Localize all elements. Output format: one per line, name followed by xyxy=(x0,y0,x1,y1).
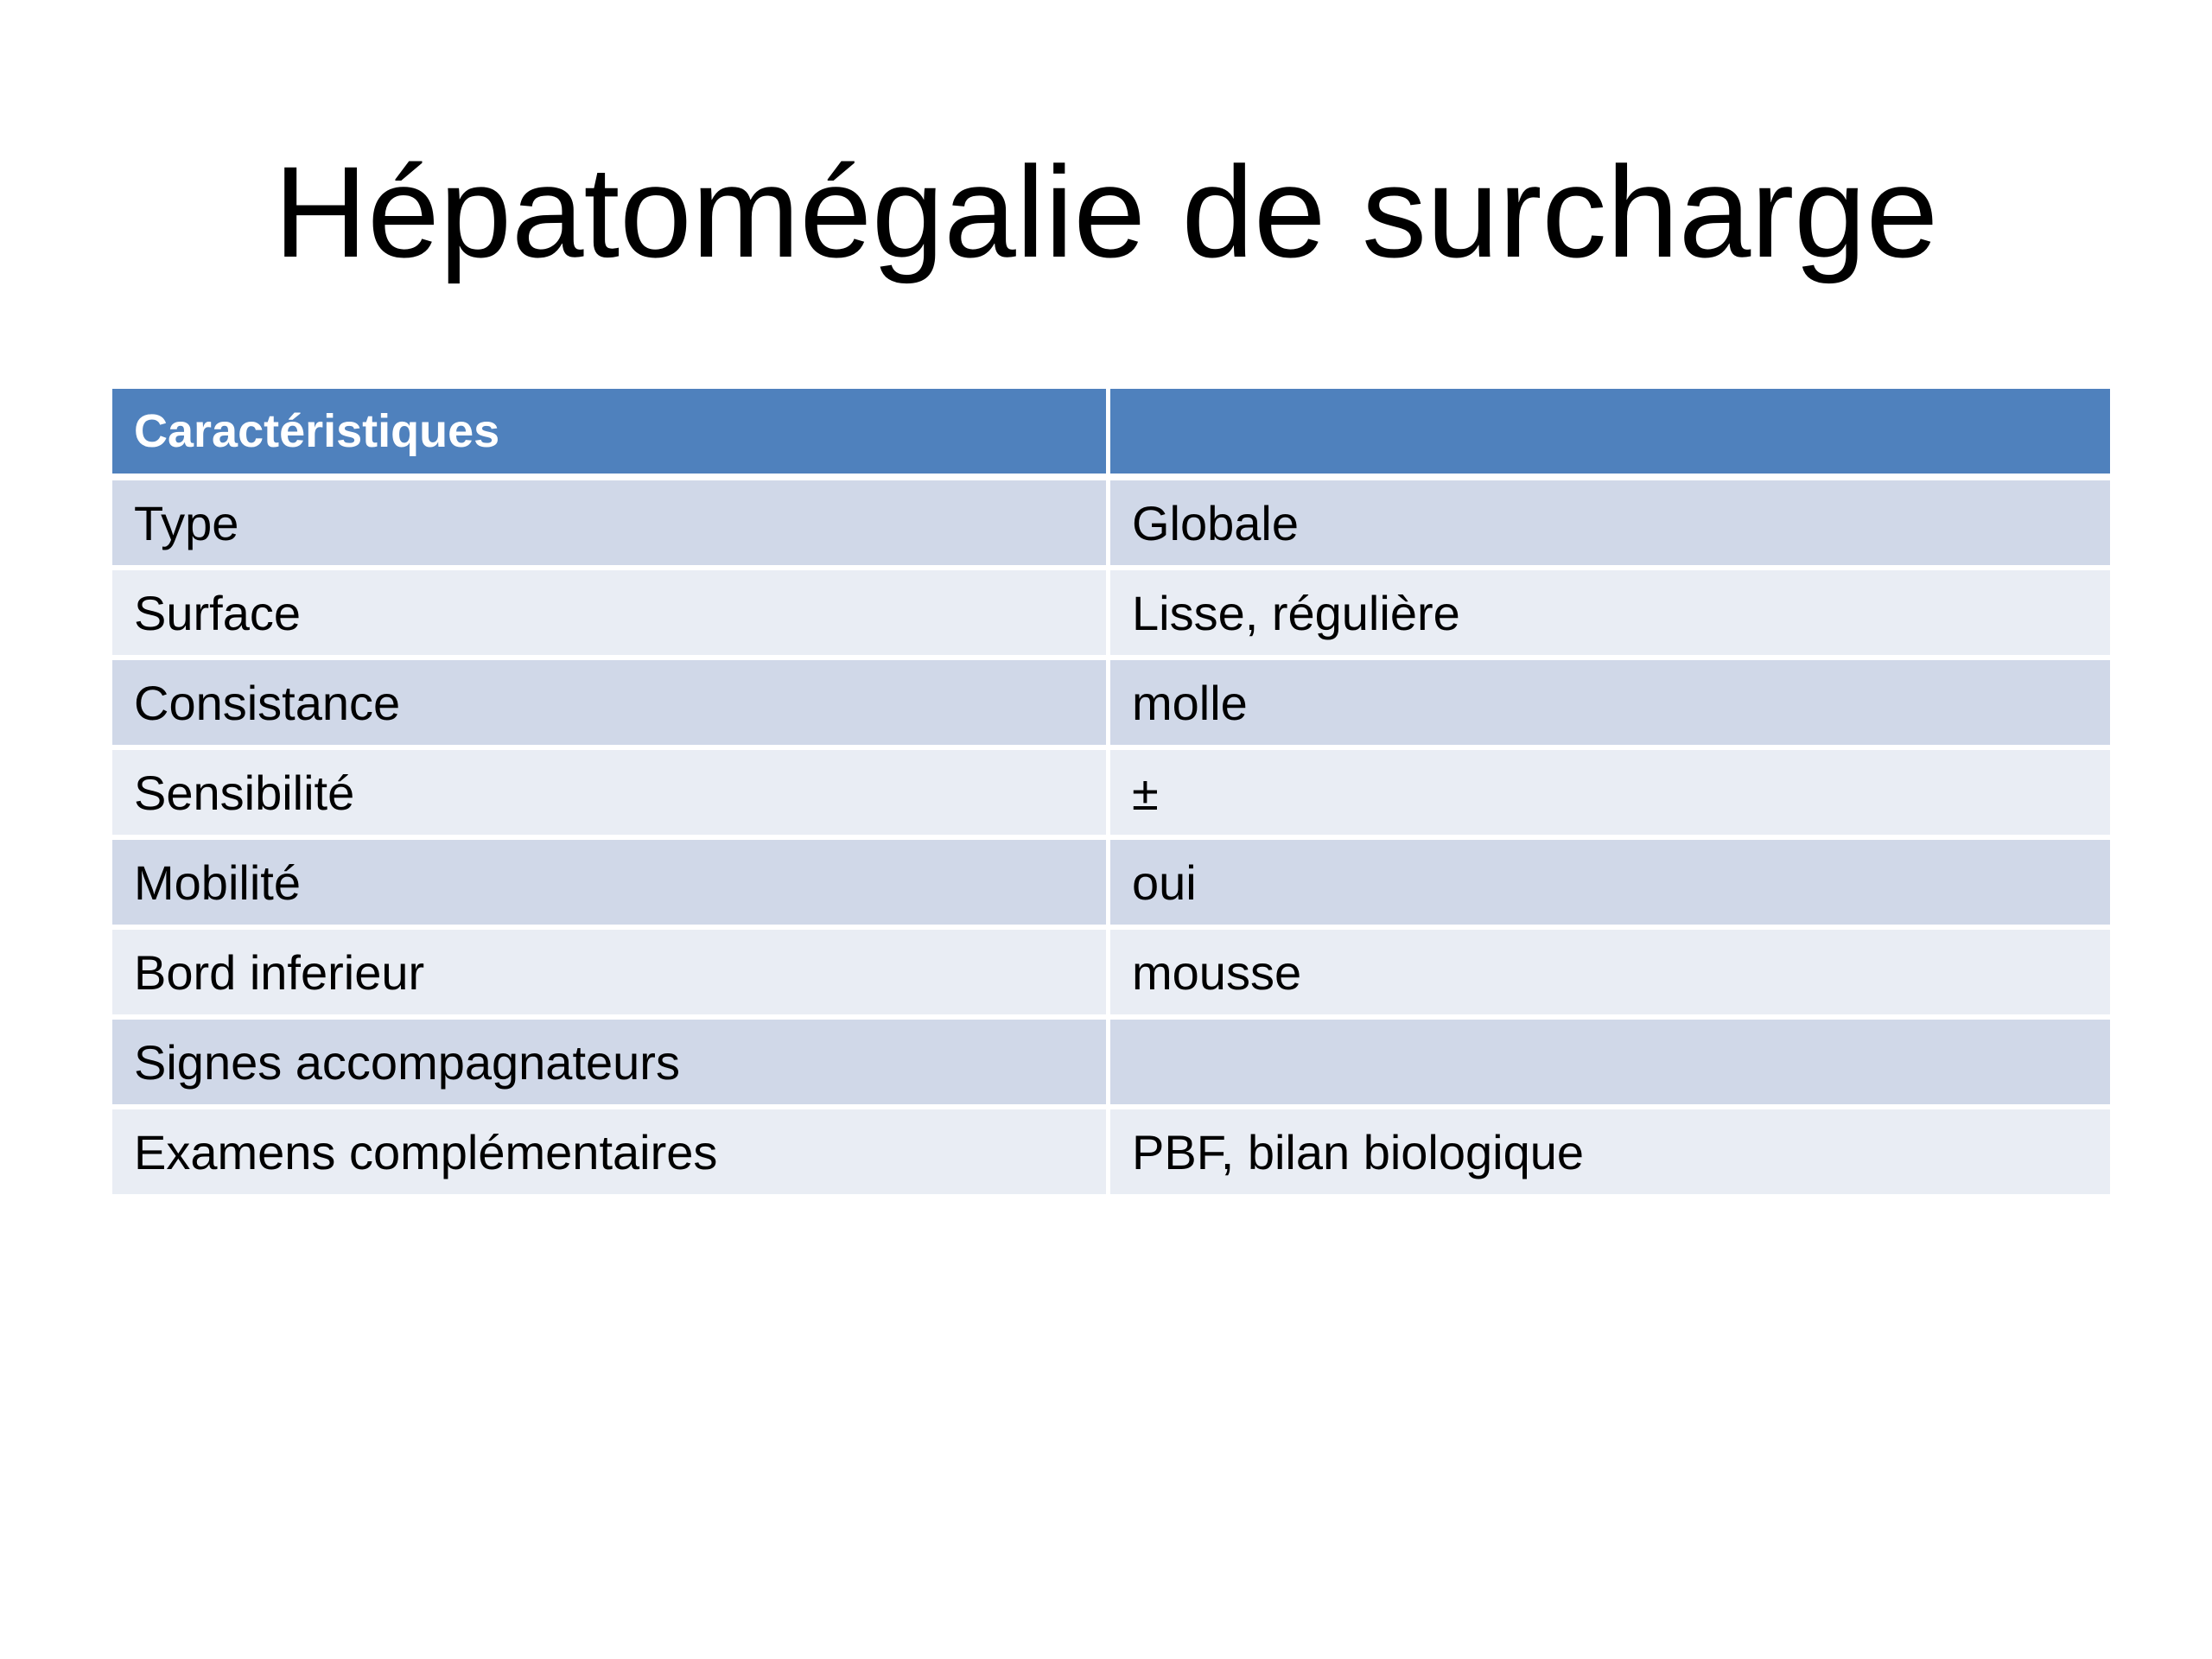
table-cell: Mobilité xyxy=(112,840,1110,930)
table-cell: oui xyxy=(1110,840,2110,930)
table-header-cell: Caractéristiques xyxy=(112,389,1110,480)
table-row xyxy=(112,840,2110,930)
table-cell: Examens complémentaires xyxy=(112,1109,1110,1199)
table-row xyxy=(112,660,2110,750)
table-header-cell xyxy=(1110,389,2110,480)
table-row xyxy=(112,750,2110,840)
table-row xyxy=(112,570,2110,660)
table-header-row xyxy=(112,389,2110,480)
table-cell: Surface xyxy=(112,570,1110,660)
table-row xyxy=(112,1020,2110,1109)
table-cell: Bord inferieur xyxy=(112,930,1110,1020)
table-cell: PBF, bilan biologique xyxy=(1110,1109,2110,1199)
table-row xyxy=(112,1109,2110,1199)
table-cell xyxy=(1110,1020,2110,1109)
table-row xyxy=(112,930,2110,1020)
table-cell: mousse xyxy=(1110,930,2110,1020)
table-cell: ± xyxy=(1110,750,2110,840)
table-cell: molle xyxy=(1110,660,2110,750)
table-cell: Globale xyxy=(1110,480,2110,570)
table-cell: Consistance xyxy=(112,660,1110,750)
table-cell: Lisse, régulière xyxy=(1110,570,2110,660)
table-cell: Sensibilité xyxy=(112,750,1110,840)
slide-title: Hépatomégalie de surcharge xyxy=(273,139,1939,284)
table-cell: Type xyxy=(112,480,1110,570)
table-cell: Signes accompagnateurs xyxy=(112,1020,1110,1109)
table-row xyxy=(112,480,2110,570)
characteristics-table xyxy=(112,389,2110,1199)
